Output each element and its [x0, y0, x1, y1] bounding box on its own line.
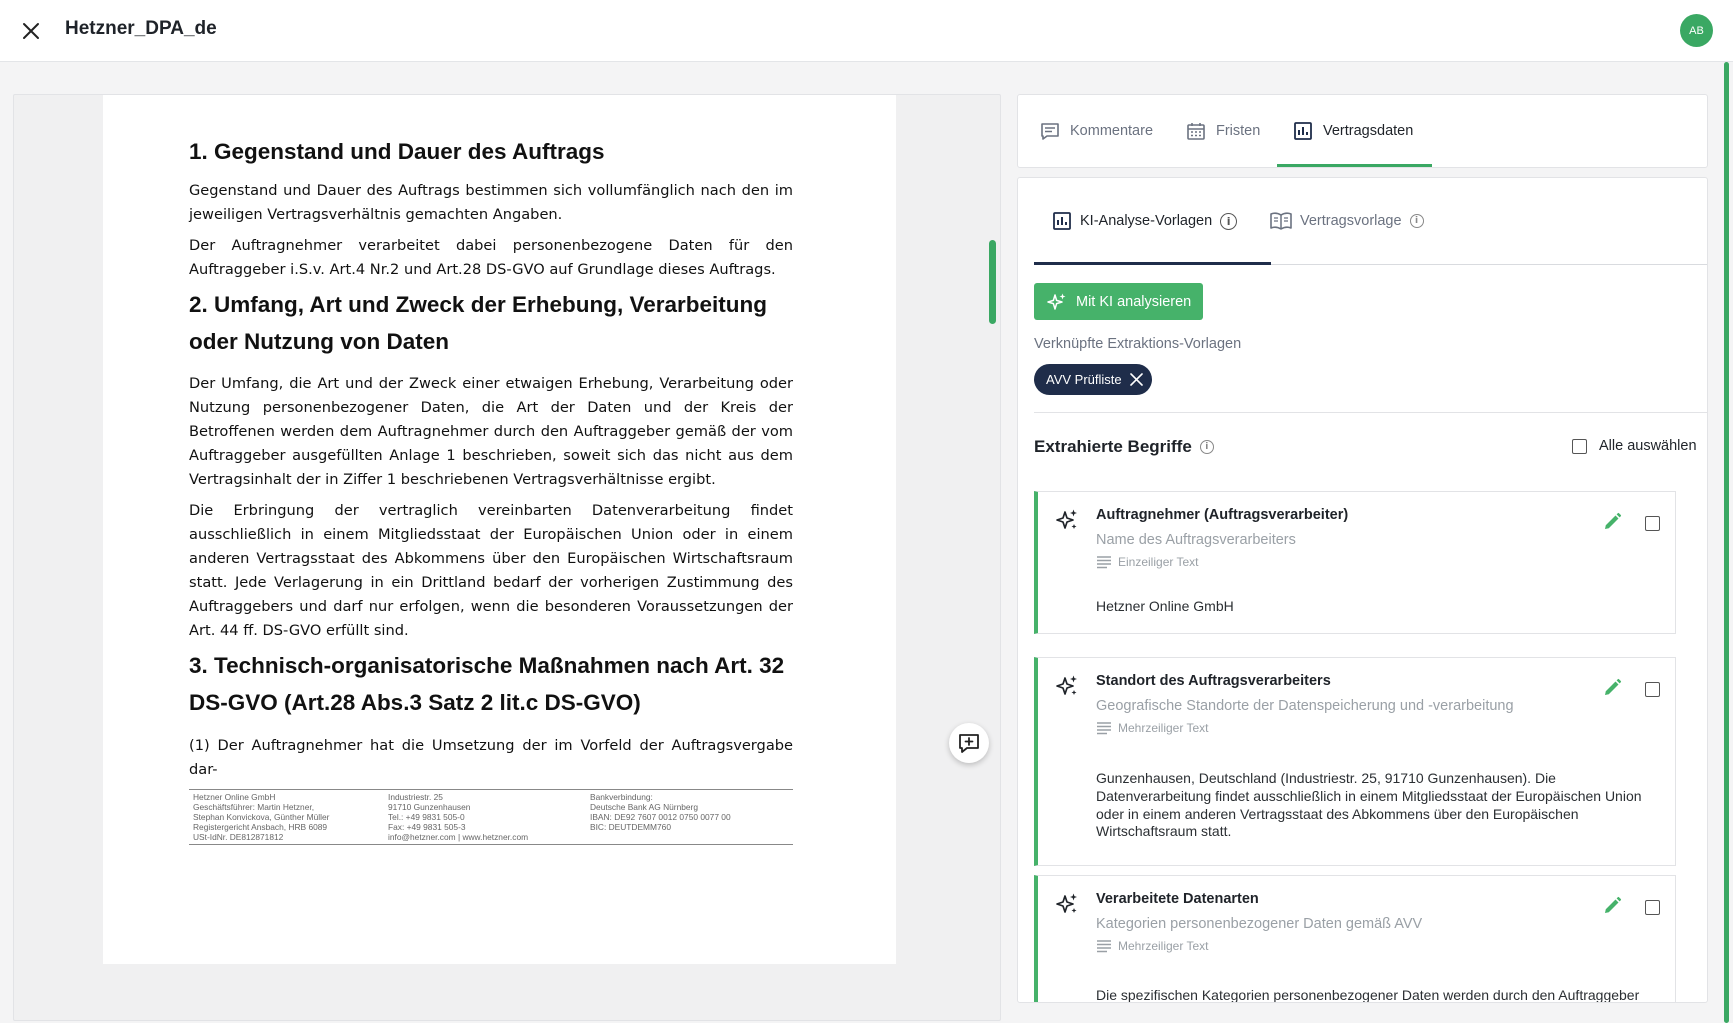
info-icon[interactable]: i [1410, 214, 1424, 228]
edit-button[interactable] [1602, 678, 1622, 703]
active-tab-indicator [1277, 164, 1432, 167]
subtab-ai-templates[interactable] [1052, 206, 1237, 236]
term-type [1096, 939, 1208, 953]
section-heading: 1. Gegenstand und Dauer des Auftrags [189, 139, 605, 164]
subtab-contract-template[interactable] [1270, 206, 1424, 236]
term-card[interactable] [1034, 875, 1676, 1003]
add-comment-button[interactable] [949, 723, 989, 763]
pencil-icon [1602, 896, 1622, 916]
template-chip [1034, 364, 1152, 395]
term-checkbox[interactable] [1645, 516, 1660, 531]
footer-line: Deutsche Bank AG Nürnberg [590, 802, 699, 812]
text-lines-icon [1096, 939, 1112, 953]
term-card[interactable] [1034, 491, 1676, 634]
document-page [103, 95, 896, 964]
book-icon [1270, 211, 1292, 231]
footer-line: IBAN: DE92 7607 0012 0750 0077 00 [590, 812, 731, 822]
term-type-label: Einzeiliger Text [1118, 555, 1199, 569]
heading-text: Extrahierte Begriffe [1034, 437, 1192, 456]
paragraph: Gegenstand und Dauer des Auftrags bestimmen sich vollumfänglich nach den im jeweiligen Vertragsverhältnis gemachten Angaben. [189, 182, 793, 223]
term-checkbox[interactable] [1645, 900, 1660, 915]
subtab-label: Vertragsvorlage [1300, 213, 1402, 229]
paragraph: Der Umfang, die Art und der Zweck einer etwaigen Erhebung, Verarbeitung oder Nutzung personenbezogener Daten, die Art der Daten und der Kreis der Betroffenen werden dem Auftragnehmer durch den Auftraggeber gemäß der vom Auftraggeber ausgefüllten Anlage 1 beschrieben, soweit sich das nicht aus dem Vertragsinhalt der in Ziffer 1 beschriebenen Vertragsverhältnisse ergibt. [189, 375, 793, 488]
term-name: Verarbeitete Datenarten [1096, 891, 1259, 907]
tab-comments[interactable] [1040, 95, 1153, 167]
footer-divider [189, 789, 793, 790]
sparkle-icon [1047, 292, 1067, 312]
paragraph: Der Auftragnehmer verarbeitet dabei personenbezogene Daten für den Auftraggeber i.S.v. Art.4 Nr.2 und Art.28 DS-GVO auf Grundlage dieses Auftrags. [189, 237, 793, 278]
footer-line: info@hetzner.com | www.hetzner.com [388, 832, 529, 842]
active-subtab-indicator [1034, 262, 1271, 265]
section-divider [1034, 412, 1708, 413]
info-icon[interactable]: i [1220, 213, 1237, 230]
term-name: Auftragnehmer (Auftragsverarbeiter) [1096, 507, 1349, 523]
analyze-with-ai-button[interactable] [1034, 283, 1203, 320]
term-description: Name des Auftragsverarbeiters [1096, 532, 1296, 548]
remove-chip-button[interactable] [1130, 373, 1143, 386]
sparkle-icon [1055, 508, 1079, 532]
term-description: Geografische Standorte der Datenspeicherung und -verarbeitung [1096, 698, 1514, 714]
term-type [1096, 721, 1208, 735]
close-icon [22, 22, 40, 40]
tab-label: Vertragsdaten [1323, 123, 1414, 139]
text-lines-icon [1096, 555, 1112, 569]
pencil-icon [1602, 678, 1622, 698]
tab-contract-data[interactable] [1293, 95, 1413, 167]
text-lines-icon [1096, 721, 1112, 735]
term-checkbox[interactable] [1645, 682, 1660, 697]
term-value: Die spezifischen Kategorien personenbezogener Daten werden durch den Auftraggeber [1096, 987, 1640, 1003]
sparkle-icon [1055, 892, 1079, 916]
select-all-checkbox[interactable] [1572, 438, 1697, 454]
section-heading: 2. Umfang, Art und Zweck der Erhebung, Verarbeitung oder Nutzung von Daten [189, 292, 768, 354]
footer-line: Registergericht Ansbach, HRB 6089 [193, 822, 328, 832]
tab-label: Fristen [1216, 123, 1261, 139]
subtab-label: KI-Analyse-Vorlagen [1080, 213, 1213, 229]
term-type-label: Mehrzeiliger Text [1118, 939, 1209, 953]
footer-line: Bankverbindung: [590, 792, 653, 802]
calendar-icon [1186, 121, 1206, 141]
tab-label: Kommentare [1070, 123, 1154, 139]
footer-company [193, 792, 329, 842]
paragraph: (1) Der Auftragnehmer hat die Umsetzung der im Vorfeld der Auftragsvergabe dar- [189, 737, 793, 778]
term-type-label: Mehrzeiliger Text [1118, 721, 1209, 735]
term-type [1096, 555, 1198, 569]
tab-deadlines[interactable] [1186, 95, 1260, 167]
page-scrollbar[interactable] [1724, 62, 1729, 1023]
footer-line: Industriestr. 25 [388, 792, 443, 802]
top-bar [0, 0, 1733, 62]
paragraph: Die Erbringung der vertraglich vereinbarten Datenverarbeitung findet ausschließlich in einem Mitgliedsstaat der Europäischen Union oder in einem anderen Vertragsstaat des Abkommens über den Europäischen Wirtschaftsraum statt. Jede Verlagerung in ein Drittland bedarf der vorherigen Zustimmung des Auftraggebers und darf nur erfolgen, wenn die besonderen Voraussetzungen der Art. 44 ff. DS-GVO erfüllt sind. [189, 502, 793, 639]
extracted-terms-heading [1034, 437, 1214, 457]
avatar[interactable]: AB [1680, 14, 1713, 47]
footer-bank [590, 792, 731, 832]
checkbox-icon [1572, 439, 1587, 454]
sparkle-icon [1055, 674, 1079, 698]
button-label: Mit KI analysieren [1076, 293, 1192, 310]
term-card[interactable] [1034, 657, 1676, 866]
add-comment-icon [958, 732, 980, 754]
document-viewer [13, 94, 1001, 1021]
term-value: Hetzner Online GmbH [1096, 598, 1234, 614]
footer-line: Tel.: +49 9831 505-0 [388, 812, 465, 822]
close-icon [1130, 373, 1143, 386]
footer-line: Hetzner Online GmbH [193, 792, 276, 802]
pencil-icon [1602, 512, 1622, 532]
comment-icon [1040, 121, 1060, 141]
linked-templates-label: Verknüpfte Extraktions-Vorlagen [1034, 336, 1242, 352]
section-heading: 3. Technisch-organisatorische Maßnahmen nach Art. 32 DS-GVO (Art.28 Abs.3 Satz 2 lit.c DS-GVO) [189, 653, 785, 715]
footer-line: 91710 Gunzenhausen [388, 802, 471, 812]
chip-label: AVV Prüfliste [1046, 372, 1122, 387]
document-title: Hetzner_DPA_de [65, 18, 217, 39]
info-icon[interactable]: i [1200, 440, 1214, 454]
edit-button[interactable] [1602, 512, 1622, 537]
footer-divider [189, 844, 793, 845]
footer-line: Stephan Konvickova, Günther Müller [193, 812, 330, 822]
chart-icon [1052, 211, 1072, 231]
close-button[interactable] [16, 16, 46, 46]
select-all-label: Alle auswählen [1599, 438, 1697, 454]
document-scrollbar[interactable] [989, 240, 996, 324]
footer-line: USt-IdNr. DE812871812 [193, 832, 284, 842]
footer-line: Fax: +49 9831 505-3 [388, 822, 466, 832]
footer-line: BIC: DEUTDEMM760 [590, 822, 671, 832]
term-description: Kategorien personenbezogener Daten gemäß AVV [1096, 916, 1423, 932]
footer-line: Geschäftsführer: Martin Hetzner, [193, 802, 315, 812]
chart-icon [1293, 121, 1313, 141]
edit-button[interactable] [1602, 896, 1622, 921]
contract-data-panel [1017, 177, 1708, 1003]
term-name: Standort des Auftragsverarbeiters [1096, 673, 1331, 689]
term-value: Gunzenhausen, Deutschland (Industriestr. 25, 91710 Gunzenhausen). Die Datenverarbeitung findet ausschließlich in einem Mitgliedsstaat der Europäischen Union oder in einem anderen Vertragsstaat des Abkommens über den Europäischen Wirtschaftsraum statt. [1096, 770, 1642, 840]
footer-address [388, 792, 528, 842]
panel-tabs [1017, 94, 1708, 168]
document-content [189, 133, 793, 782]
